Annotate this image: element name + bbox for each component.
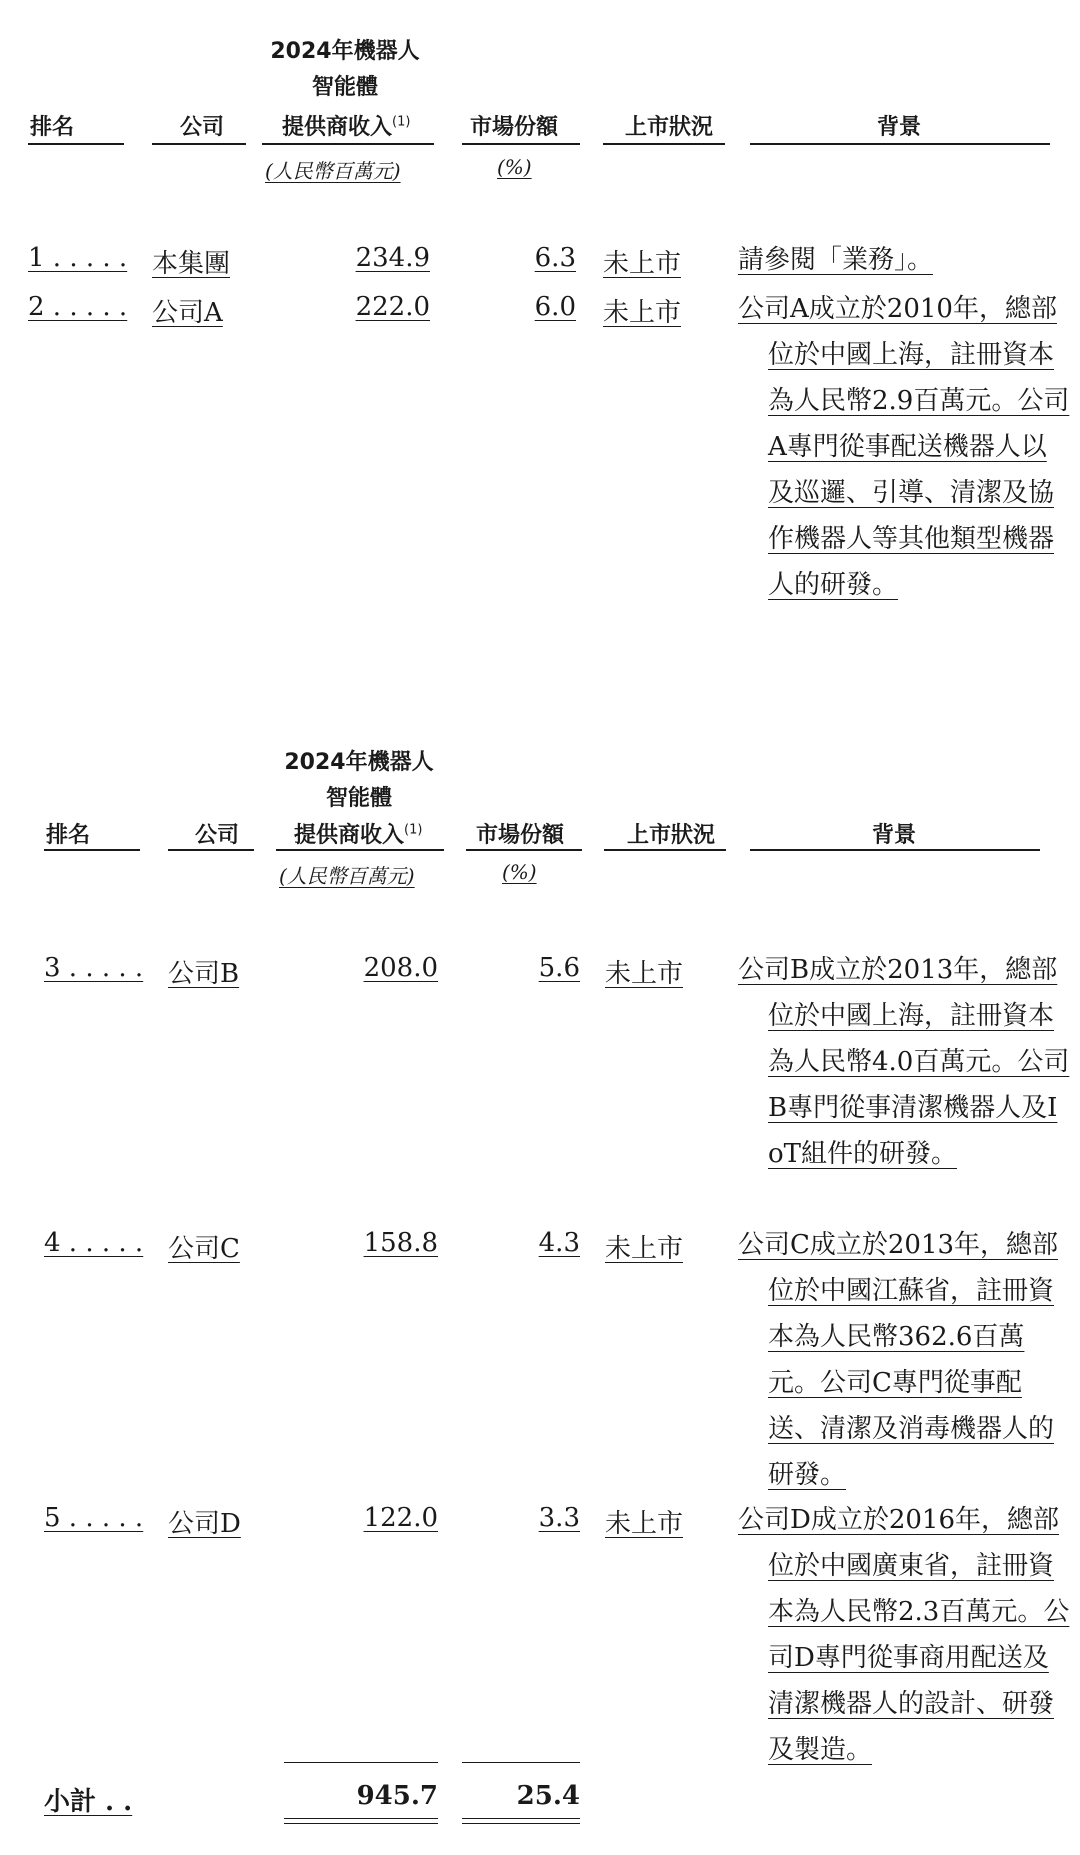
listing-header: 上市狀況 (627, 823, 716, 848)
subtotal-label: 小計 . . (44, 1787, 133, 1817)
share-cell: 4.3 (538, 1228, 580, 1258)
revenue-header-line2: 智能體 (311, 75, 378, 100)
company-cell: 公司C (168, 1234, 240, 1264)
background-header-rule (750, 143, 1050, 145)
share-header-rule (466, 849, 582, 851)
background-cell: 公司D成立於2016年，總部位於中國廣東省，註冊資本為人民幣2.3百萬元。公司D專門從事商用配送及清潔機器人的設計、研發及製造。 (738, 1505, 1070, 1765)
background-cell: 請參閱「業務」。 (738, 245, 934, 275)
rank-cell: 1 . . . . . (28, 243, 128, 273)
background-cell: 公司C成立於2013年，總部位於中國江蘇省，註冊資本為人民幣362.6百萬元。公司C專門從事配送、清潔及消毒機器人的研發。 (738, 1230, 1059, 1490)
subtotal-share-top-rule (462, 1762, 580, 1763)
subtotal-revenue: 945.7 (356, 1781, 438, 1811)
revenue-header-line1: 2024年機器人 (270, 39, 420, 64)
share-header: 市場份額 (470, 115, 559, 140)
revenue-header-rule (262, 143, 434, 145)
listing-header: 上市狀況 (625, 115, 714, 140)
subtotal-share: 25.4 (516, 1781, 580, 1811)
subtotal-revenue-double-rule (284, 1818, 438, 1824)
listing-header-rule (603, 143, 725, 145)
rank-header-rule (28, 143, 124, 145)
footnote-marker: (1) (392, 114, 411, 130)
revenue-cell: 234.9 (355, 243, 430, 273)
rank-cell: 3 . . . . . (44, 953, 144, 983)
company-header: 公司 (180, 115, 225, 140)
background-cell: 公司B成立於2013年，總部位於中國上海，註冊資本為人民幣4.0百萬元。公司B專門從事清潔機器人及IoT組件的研發。 (738, 955, 1070, 1169)
subtotal-revenue-top-rule (284, 1762, 438, 1763)
subtotal-share-double-rule (462, 1818, 580, 1824)
rank-header: 排名 (30, 115, 75, 140)
listing-cell: 未上市 (605, 959, 684, 989)
background-header: 背景 (877, 115, 922, 140)
listing-header-rule (604, 849, 726, 851)
company-cell: 公司A (152, 298, 223, 328)
share-cell: 3.3 (538, 1503, 580, 1533)
share-unit: (%) (502, 860, 537, 884)
revenue-cell: 208.0 (363, 953, 438, 983)
rank-cell: 2 . . . . . (28, 292, 128, 322)
rank-cell: 4 . . . . . (44, 1228, 144, 1258)
background-cell: 公司A成立於2010年，總部位於中國上海，註冊資本為人民幣2.9百萬元。公司A專門從事配送機器人以及巡邏、引導、清潔及協作機器人等其他類型機器人的研發。 (738, 294, 1070, 600)
share-unit: (%) (497, 155, 532, 179)
revenue-cell: 158.8 (363, 1228, 438, 1258)
revenue-unit: (人民幣百萬元) (265, 159, 401, 183)
company-header-rule (152, 143, 246, 145)
rank-cell: 5 . . . . . (44, 1503, 144, 1533)
revenue-unit: (人民幣百萬元) (279, 864, 415, 888)
share-cell: 5.6 (538, 953, 580, 983)
company-header-rule (168, 849, 254, 851)
listing-cell: 未上市 (603, 249, 682, 279)
background-header: 背景 (872, 823, 917, 848)
background-header-rule (750, 849, 1040, 851)
revenue-header-line3: 提供商收入$^{(1)}$ (282, 114, 411, 140)
company-cell: 公司D (168, 1509, 241, 1539)
listing-cell: 未上市 (605, 1509, 684, 1539)
revenue-cell: 222.0 (355, 292, 430, 322)
revenue-header-line3: 提供商收入$^{(1)}$ (294, 822, 423, 848)
share-header-rule (462, 143, 580, 145)
listing-cell: 未上市 (605, 1234, 684, 1264)
rank-header: 排名 (46, 823, 91, 848)
share-cell: 6.3 (534, 243, 576, 273)
revenue-header-line2: 智能體 (325, 786, 392, 811)
revenue-cell: 122.0 (363, 1503, 438, 1533)
share-cell: 6.0 (534, 292, 576, 322)
footnote-marker: (1) (404, 822, 423, 838)
company-cell: 本集團 (152, 249, 231, 279)
revenue-header-line1: 2024年機器人 (284, 750, 434, 775)
company-header: 公司 (195, 823, 240, 848)
listing-cell: 未上市 (603, 298, 682, 328)
company-cell: 公司B (168, 959, 240, 989)
share-header: 市場份額 (476, 823, 565, 848)
revenue-header-rule (276, 849, 444, 851)
rank-header-rule (44, 849, 140, 851)
